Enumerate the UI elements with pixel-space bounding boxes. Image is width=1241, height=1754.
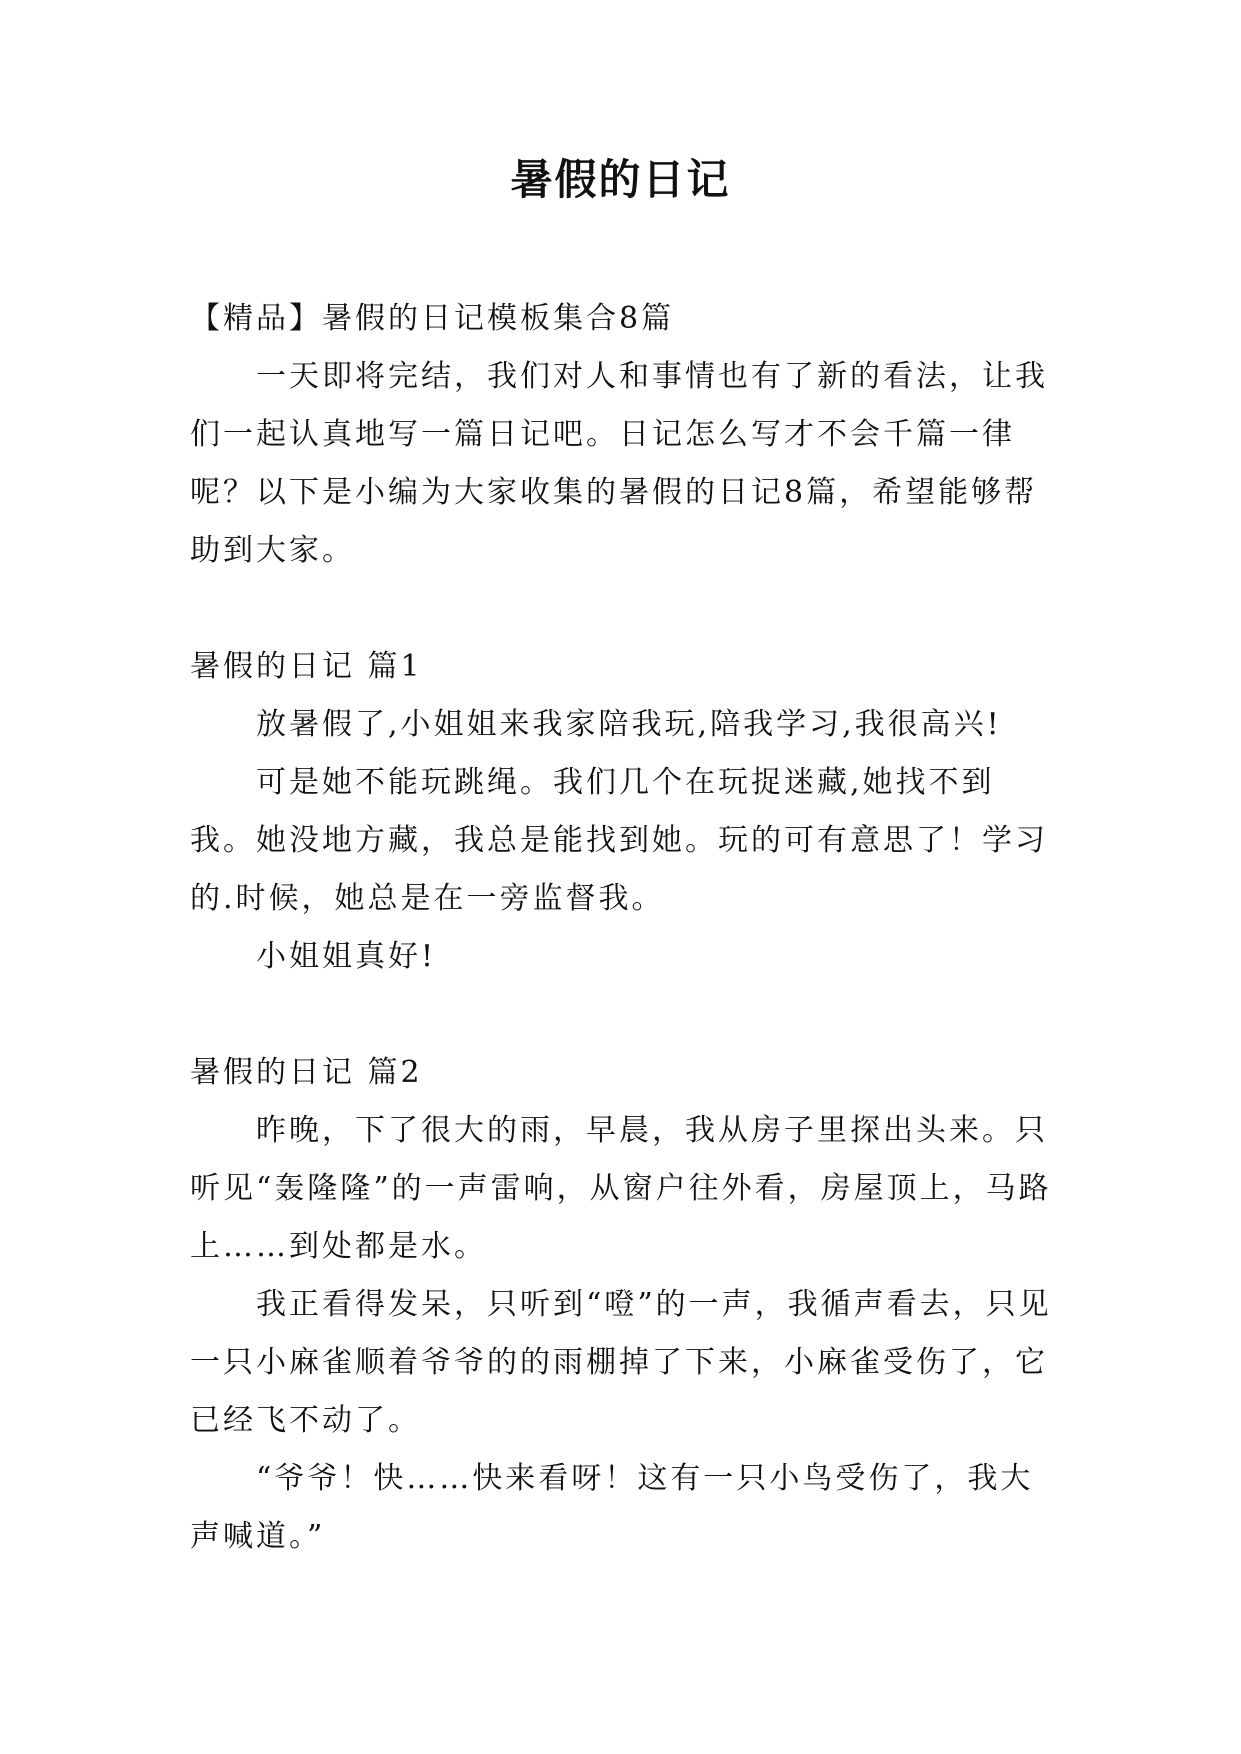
entry-heading: 暑假的日记 篇1 [190,649,423,684]
document-body [190,290,1060,1566]
document-title: 暑假的日记 [510,155,731,204]
entry-paragraph: 小姐姐真好! [256,939,437,974]
entry-paragraph: 我正看得发呆，只听到“噔”的一声，我循声看去，只见一只小麻雀顺着爷爷的的雨棚掉了下来，小麻雀受伤了，它已经飞不动了。 [190,1287,1052,1438]
section-spacer [190,580,1060,638]
entry-1 [190,638,1060,986]
entry-paragraph: 可是她不能玩跳绳。我们几个在玩捉迷藏,她找不到我。她没地方藏，我总是能找到她。玩的可有意思了！学习的.时候，她总是在一旁监督我。 [190,765,1048,916]
entry-paragraph: 放暑假了,小姐姐来我家陪我玩,陪我学习,我很高兴! [256,707,1002,742]
document-subtitle: 【精品】暑假的日记模板集合8篇 [190,301,675,336]
section-spacer [190,986,1060,1044]
entry-heading: 暑假的日记 篇2 [190,1055,423,1090]
entry-paragraph: 昨晚，下了很大的雨，早晨，我从房子里探出头来。只听见“轰隆隆”的一声雷响，从窗户往外看，房屋顶上，马路上……到处都是水。 [190,1113,1052,1264]
entry-2 [190,1044,1060,1566]
intro-paragraph: 一天即将完结，我们对人和事情也有了新的看法，让我们一起认真地写一篇日记吧。日记怎么写才不会千篇一律呢？以下是小编为大家收集的暑假的日记8篇，希望能够帮助到大家。 [190,359,1048,568]
entry-paragraph: “爷爷！快……快来看呀！这有一只小鸟受伤了，我大声喊道。” [190,1461,1034,1554]
